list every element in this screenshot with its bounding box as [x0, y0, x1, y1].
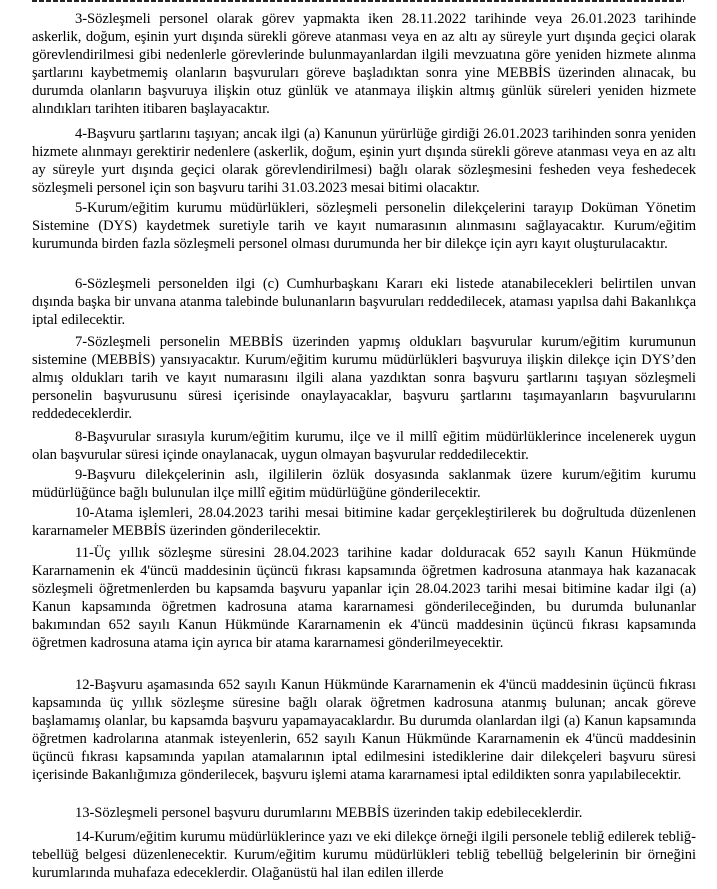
- paragraph-7: 7-Sözleşmeli personelin MEBBİS üzerinden yapmış oldukları başvurular kurum/eğitim kurumunun sistemine (MEBBİS) yansıyacaktır. Kurum/eğitim kurumu müdürlükleri başvuruya ilişkin dilekçe için DYS’den almış oldukları tarih ve kayıt numarasını ilgili alana yazdıktan sonra başvuru şartlarını taşıyan sözleşmeli personelin başvurusunu süresi içerisinde onaylayacaklar, başvuru şartlarını taşımayanların başvurularını reddedeceklerdir.: [32, 334, 696, 422]
- paragraph-4: 4-Başvuru şartlarını taşıyan; ancak ilgi (a) Kanunun yürürlüğe girdiği 26.01.2023 tarihinden sonra yeniden hizmete alınmayı gerektirir nedenlere (askerlik, doğum, eşinin yurt dışında sürekli göreve atanması veya en az altı ay süreyle yurt dışında geçici olarak görevlendirilmesi) bağlı olarak sözleşmesini fesheden veya feshedecek sözleşmeli personel için son başvuru tarihi 31.03.2023 mesai bitimi olacaktır.: [32, 126, 696, 196]
- paragraph-12: 12-Başvuru aşamasında 652 sayılı Kanun Hükmünde Kararnamenin ek 4'üncü maddesinin üçüncü fıkrası kapsamında üç yıllık sözleşme süresine bağlı olarak öğretmen kadrosuna atanmış bulunan; ancak göreve başlamamış olanlar, bu kapsamda başvuru yapamayacaklardır. Bu durumda olanlardan ilgi (a) Kanun kapsamında öğretmen kadrolarına atanmak isteyenlerin, 652 sayılı Kanun Hükmünde Kararnamenin ek 4'üncü maddesinin üçüncü fıkrası kapsamında yapılan atamalarının iptal edilmesini istediklerine dair dilekçeleri başvuru süresi içerisinde Bakanlığımıza gönderilecek, başvuru işlemi atama kararnamesi iptal edildikten sonra yapılabilecektir.: [32, 677, 696, 783]
- cut-off-text-line: [32, 0, 684, 2]
- paragraph-3: 3-Sözleşmeli personel olarak görev yapmakta iken 28.11.2022 tarihinde veya 26.01.2023 tarihinde askerlik, doğum, eşinin yurt dışında sürekli göreve atanması veya en az altı ay süreyle yurt dışında geçici olarak görevlendirilmesi gibi nedenlerle görevlerinde bulunmayanlardan ilgili mevzuatına göre yeniden hizmete alınma şartlarını kaybetmemiş olanların başvuruları göreve başladıktan sonra yine MEBBİS üzerinden alınacak, bu durumda olanların başvuruya ilişkin otuz günlük ve atanmaya ilişkin altmış günlük süreleri yeniden hizmete alındıkları tarihten itibaren başlayacaktır.: [32, 11, 696, 117]
- paragraph-8: 8-Başvurular sırasıyla kurum/eğitim kurumu, ilçe ve il millî eğitim müdürlüklerince incelenerek uygun olan başvurular süresi içinde onaylanacak, uygun olmayan başvurular reddedilecektir.: [32, 429, 696, 463]
- paragraph-10: 10-Atama işlemleri, 28.04.2023 tarihi mesai bitimine kadar gerçekleştirilerek bu doğrultuda düzenlenen kararnameler MEBBİS üzerinden gönderilecektir.: [32, 505, 696, 539]
- paragraph-6: 6-Sözleşmeli personelden ilgi (c) Cumhurbaşkanı Kararı eki listede atanabilecekleri belirtilen unvan dışında başka bir unvana atanma talebinde bulunanların başvuruları reddedilecek, ataması yapılsa dahi Bakanlıkça iptal edilecektir.: [32, 276, 696, 328]
- paragraph-14: 14-Kurum/eğitim kurumu müdürlüklerince yazı ve eki dilekçe örneği ilgili personele tebliğ edilerek tebliğ-tebellüğ belgesi düzenlenecektir. Kurum/eğitim kurumu müdürlükleri tebliğ tebellüğ belgelerinin bir örneğini kurumlarında muhafaza edeceklerdir. Olağanüstü hal ilan edilen illerde: [32, 829, 696, 881]
- paragraph-11: 11-Üç yıllık sözleşme süresini 28.04.2023 tarihine kadar dolduracak 652 sayılı Kanun Hükmünde Kararnamenin ek 4'üncü maddesinin üçüncü fıkrası kapsamında öğretmen kadrosuna atanmaya hak kazanacak sözleşmeli öğretmenlerden bu kapsamda başvuru yapanlar için 28.04.2023 tarihi mesai bitimine kadar ilgi (a) Kanun kapsamında öğretmen kadrosuna atama kararnamesi gönderileceğinden, bu durumda bulunanlar bakımından 652 sayılı Kanun Hükmünde Kararnamenin ek 4'üncü maddesinin üçüncü fıkrası kapsamında öğretmen kadrosuna atama için ayrıca bir atama kararnamesi gönderilmeyecektir.: [32, 545, 696, 651]
- paragraph-13: 13-Sözleşmeli personel başvuru durumlarını MEBBİS üzerinden takip edebileceklerdir.: [75, 805, 583, 821]
- paragraph-5: 5-Kurum/eğitim kurumu müdürlükleri, sözleşmeli personelin dilekçelerini tarayıp Doküman Yönetim Sistemine (DYS) kaydetmek suretiyle tarih ve kayıt numarasının alınmasını sağlayacaktır. Kurum/eğitim kurumunda birden fazla sözleşmeli personel olması durumunda her bir dilekçe için ayrı kayıt oluşturulacaktır.: [32, 200, 696, 252]
- paragraph-9: 9-Başvuru dilekçelerinin aslı, ilgililerin özlük dosyasında saklanmak üzere kurum/eğitim kurumu müdürlüğünce bağlı bulunulan ilçe millî eğitim müdürlüğüne gönderilecektir.: [32, 467, 696, 501]
